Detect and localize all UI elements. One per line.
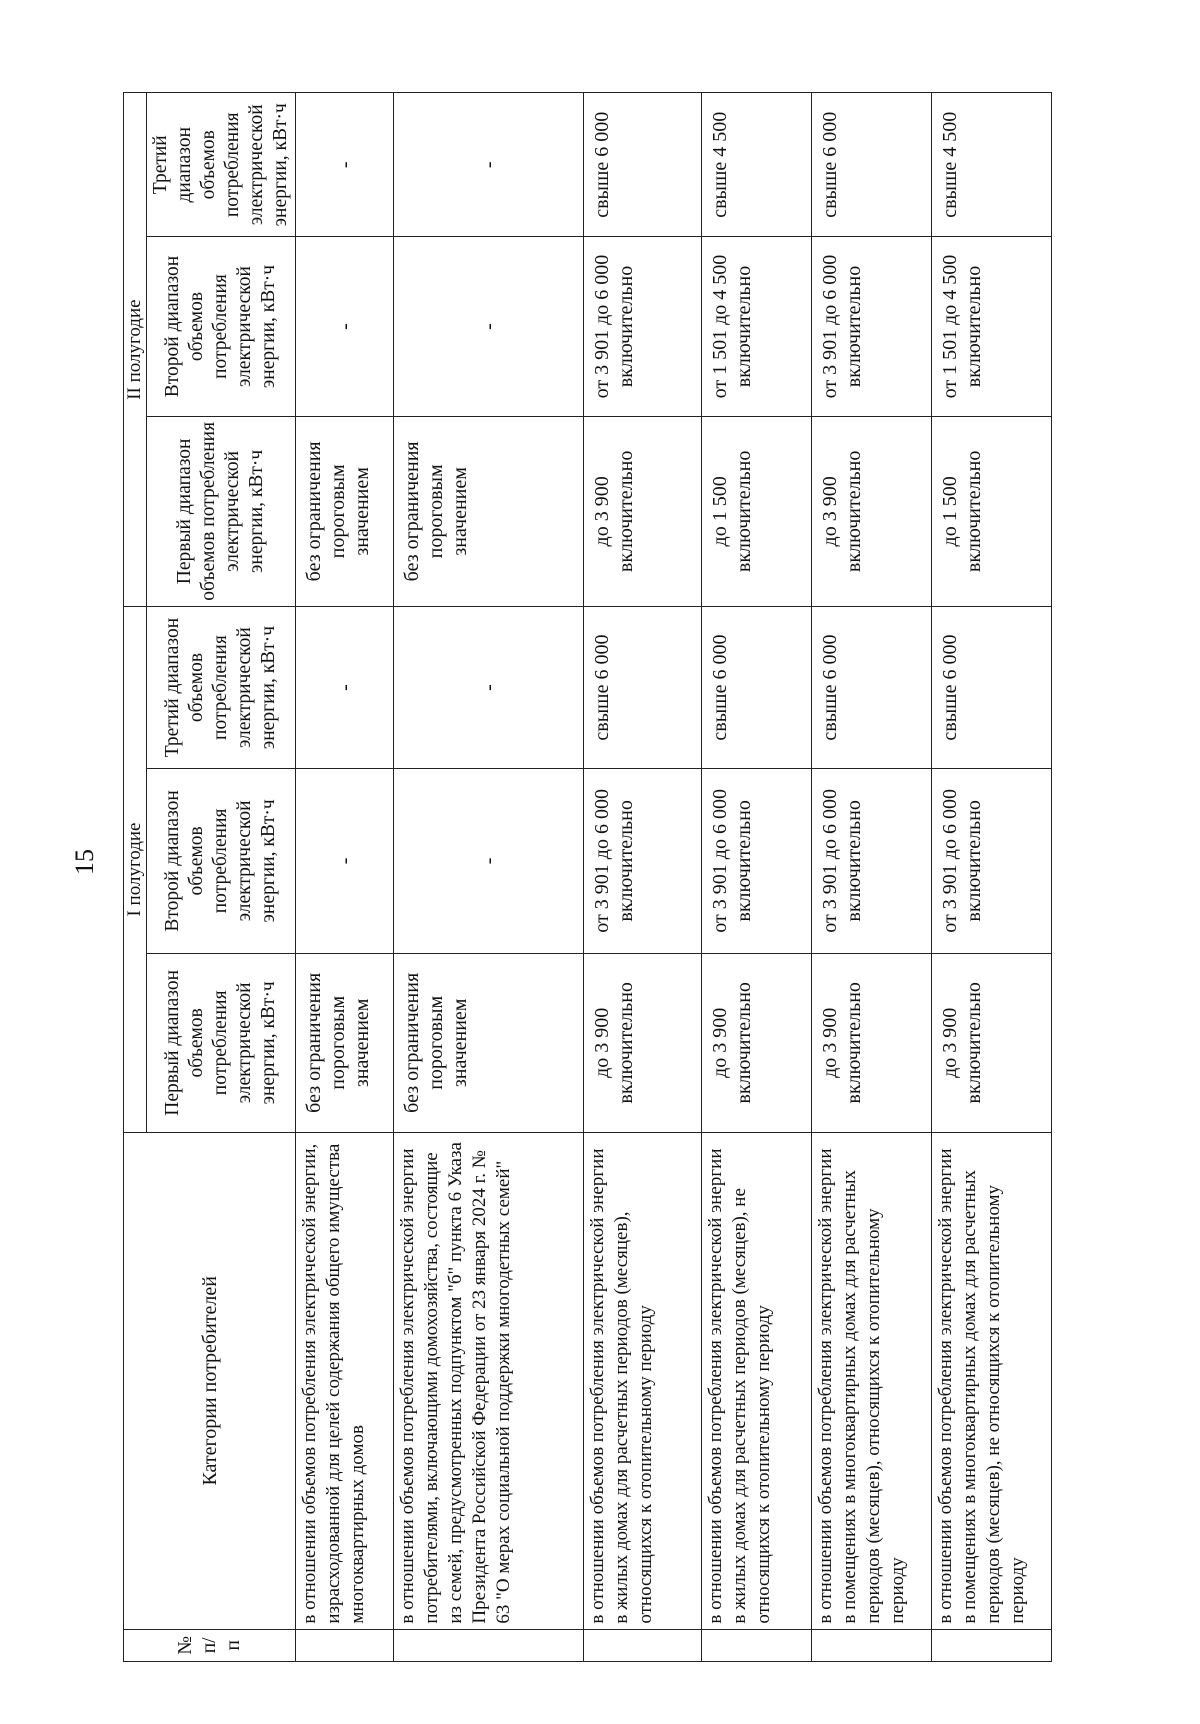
row-category: в отношении объемов потребления электрической энергии в жилых домах для расчетных периодов (месяцев), не относящихся к отопительному периоду	[702, 1132, 812, 1629]
cell-h1-range-1: без ограничения пороговым значением	[296, 953, 394, 1132]
cell-h1-range-3: свыше 6 000	[584, 607, 702, 769]
cell-h1-range-3: -	[394, 607, 584, 769]
cell-h2-range-1: без ограничения пороговым значением	[296, 416, 394, 607]
cell-h2-range-1: до 1 500 включительно	[702, 416, 812, 607]
row-category: в отношении объемов потребления электрической энергии, израсходованной для целей содержания общего имущества многоквартирных домов	[296, 1132, 394, 1629]
cell-h2-range-3: -	[296, 93, 394, 237]
row-category: в отношении объемов потребления электрической энергии в помещениях в многоквартирных домах для расчетных периодов (месяцев), относящихся к отопительному периоду	[812, 1132, 932, 1629]
row-number	[702, 1629, 812, 1661]
cell-h1-range-3: свыше 6 000	[812, 607, 932, 769]
table-row	[702, 93, 812, 1662]
cell-h1-range-2: от 3 901 до 6 000 включительно	[702, 768, 812, 953]
cell-h2-range-3: свыше 6 000	[584, 93, 702, 237]
cell-h1-range-1: без ограничения пороговым значением	[394, 953, 584, 1132]
cell-h2-range-1: до 1 500 включительно	[932, 416, 1052, 607]
row-number	[812, 1629, 932, 1661]
cell-h2-range-1: без ограничения пороговым значением	[394, 416, 584, 607]
cell-h1-range-3: свыше 6 000	[932, 607, 1052, 769]
cell-h2-range-3: свыше 4 500	[702, 93, 812, 237]
cell-h1-range-3: свыше 6 000	[702, 607, 812, 769]
cell-h2-range-2: -	[296, 237, 394, 416]
row-category: в отношении объемов потребления электрической энергии в помещениях в многоквартирных домах для расчетных периодов (месяцев), не относящихся к отопительному периоду	[932, 1132, 1052, 1629]
cell-h1-range-2: -	[296, 768, 394, 953]
cell-h1-range-2: -	[394, 768, 584, 953]
cell-h1-range-1: до 3 900 включительно	[812, 953, 932, 1132]
cell-h2-range-2: от 1 501 до 4 500 включительно	[702, 237, 812, 416]
cell-h2-range-3: свыше 6 000	[812, 93, 932, 237]
table-row	[584, 93, 702, 1662]
table-row	[394, 93, 584, 1662]
row-category: в отношении объемов потребления электрической энергии в жилых домах для расчетных периодов (месяцев), относящихся к отопительному периоду	[584, 1132, 702, 1629]
cell-h1-range-2: от 3 901 до 6 000 включительно	[932, 768, 1052, 953]
cell-h1-range-1: до 3 900 включительно	[932, 953, 1052, 1132]
cell-h1-range-1: до 3 900 включительно	[702, 953, 812, 1132]
cell-h1-range-2: от 3 901 до 6 000 включительно	[584, 768, 702, 953]
header-half-year-2: II полугодие	[124, 93, 147, 607]
header-half-year-1: I полугодие	[124, 607, 147, 1133]
header-h1-range-3: Третий диапазон объемов потребления электрической энергии, кВт·ч	[147, 607, 296, 769]
row-number	[394, 1629, 584, 1661]
header-number: № п/п	[124, 1629, 296, 1661]
row-category: в отношении объемов потребления электрической энергии потребителями, включающими домохозяйства, состоящие из семей, предусмотренных подпунктом "б" пункта 6 Указа Президента Российской Федерации от 23 января 2024 г. № 63 "О мерах социальной поддержки многодетных семей"	[394, 1132, 584, 1629]
cell-h2-range-2: от 3 901 до 6 000 включительно	[812, 237, 932, 416]
page-number: 15	[70, 849, 99, 875]
cell-h1-range-2: от 3 901 до 6 000 включительно	[812, 768, 932, 953]
table-row	[296, 93, 394, 1662]
tariff-ranges-table	[123, 92, 1052, 1662]
cell-h2-range-2: от 3 901 до 6 000 включительно	[584, 237, 702, 416]
row-number	[584, 1629, 702, 1661]
table-row	[812, 93, 932, 1662]
cell-h2-range-1: до 3 900 включительно	[812, 416, 932, 607]
table-row	[932, 93, 1052, 1662]
cell-h2-range-2: от 1 501 до 4 500 включительно	[932, 237, 1052, 416]
row-number	[296, 1629, 394, 1661]
row-number	[932, 1629, 1052, 1661]
cell-h2-range-1: до 3 900 включительно	[584, 416, 702, 607]
cell-h2-range-3: свыше 4 500	[932, 93, 1052, 237]
cell-h1-range-3: -	[296, 607, 394, 769]
header-row-periods	[124, 93, 147, 1662]
header-h1-range-1: Первый диапазон объемов потребления электрической энергии, кВт·ч	[147, 953, 296, 1132]
cell-h2-range-2: -	[394, 237, 584, 416]
header-h1-range-2: Второй диапазон объемов потребления электрической энергии, кВт·ч	[147, 768, 296, 953]
cell-h1-range-1: до 3 900 включительно	[584, 953, 702, 1132]
header-h2-range-2: Второй диапазон объемов потребления электрической энергии, кВт·ч	[147, 237, 296, 416]
header-h2-range-1: Первый диапазон объемов потребления электрической энергии, кВт·ч	[147, 416, 296, 607]
cell-h2-range-3: -	[394, 93, 584, 237]
header-category: Категории потребителей	[124, 1132, 296, 1629]
header-h2-range-3: Третий диапазон объемов потребления электрической энергии, кВт·ч	[147, 93, 296, 237]
rotated-table-container	[123, 92, 1071, 1662]
